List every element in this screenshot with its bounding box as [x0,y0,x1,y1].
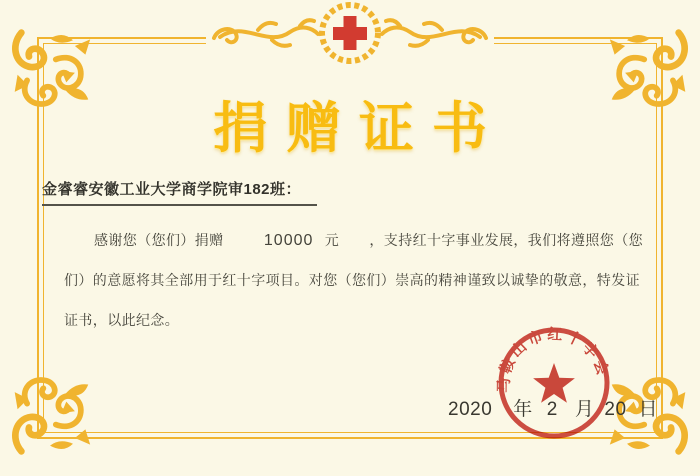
certificate-title: 捐赠证书 [212,95,505,160]
donation-amount: 10000 [263,232,314,249]
red-cross-icon [333,16,367,50]
amount-unit: 元 [324,232,340,248]
body-line-2: 们）的意愿将其全部用于红十字项目。对您（您们）崇高的精神谨致以诚挚的敬意，特发证 [64,272,640,288]
date-month-label: 月 [574,399,595,420]
red-cross-emblem [206,0,494,68]
star-icon [533,363,575,403]
date-year: 2020 [448,399,493,420]
body-line-1-suffix: ，支持红十字事业发展，我们将遵照您（您 [369,232,644,248]
corner-flourish-icon [7,373,95,459]
thanks-text: 感谢您（您们）捐赠 [94,232,224,248]
date-day: 20 [604,399,627,420]
recipient-line: 金睿睿安徽工业大学商学院审182班： [42,178,317,206]
date-year-label: 年 [513,399,533,420]
body-line-3: 证书，以此纪念。 [64,312,180,328]
date-day-label: 日 [638,399,659,420]
body-line-1 [64,220,642,260]
certificate-body [64,220,642,340]
official-seal [494,323,614,443]
date-month: 2 [546,399,558,420]
seal-text: 马鞍山市红十字会 [495,326,612,393]
